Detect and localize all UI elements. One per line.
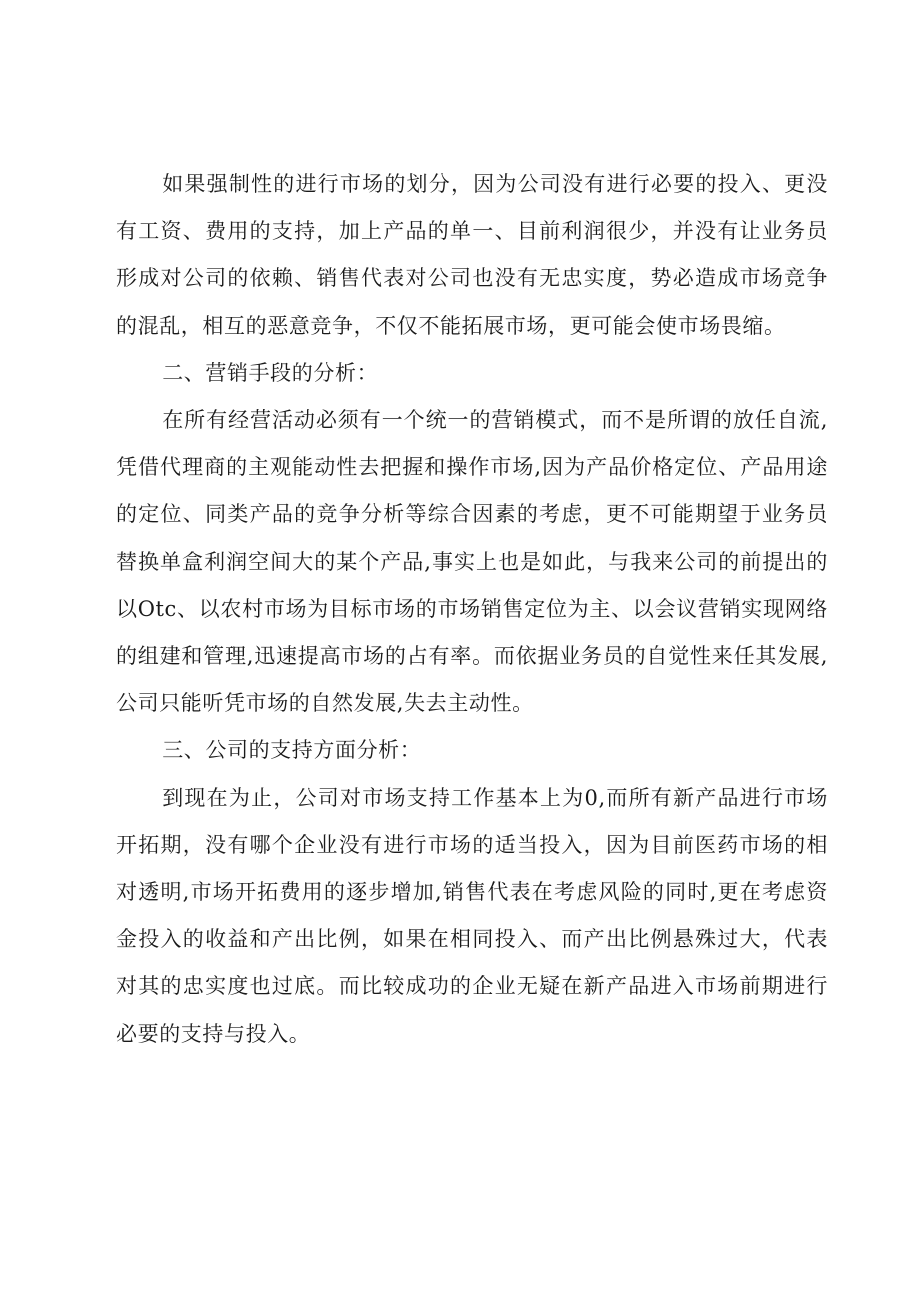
document-body	[116, 161, 828, 1058]
paragraph-company-support: 到现在为止，公司对市场支持工作基本上为0,而所有新产品进行市场开拓期，没有哪个企业没有进行市场的适当投入，因为目前医药市场的相对透明,市场开拓费用的逐步增加,销售代表在考虑风险的同时,更在考虑资金投入的收益和产出比例，如果在相同投入、而产出比例悬殊过大，代表对其的忠实度也过底。而比较成功的企业无疑在新产品进入市场前期进行必要的支持与投入。	[116, 785, 828, 1046]
section-heading-company-support: 三、公司的支持方面分析：	[162, 738, 422, 763]
paragraph-market-division: 如果强制性的进行市场的划分，因为公司没有进行必要的投入、更没有工资、费用的支持，加上产品的单一、目前利润很少，并没有让业务员形成对公司的依赖、销售代表对公司也没有无忠实度，势必造成市场竞争的混乱，相互的恶意竞争，不仅不能拓展市场，更可能会使市场畏缩。	[116, 172, 828, 338]
section-heading-marketing-methods: 二、营销手段的分析：	[162, 360, 379, 385]
paragraph-marketing-methods: 在所有经营活动必须有一个统一的营销模式，而不是所谓的放任自流,凭借代理商的主观能动性去把握和操作市场,因为产品价格定位、产品用途的定位、同类产品的竞争分析等综合因素的考虑，更不可能期望于业务员替换单盒利润空间大的某个产品,事实上也是如此，与我来公司的前提出的以Otc、以农村市场为目标市场的市场销售定位为主、以会议营销实现网络的组建和管理,迅速提高市场的占有率。而依据业务员的自觉性来任其发展,公司只能听凭市场的自然发展,失去主动性。	[116, 408, 828, 716]
